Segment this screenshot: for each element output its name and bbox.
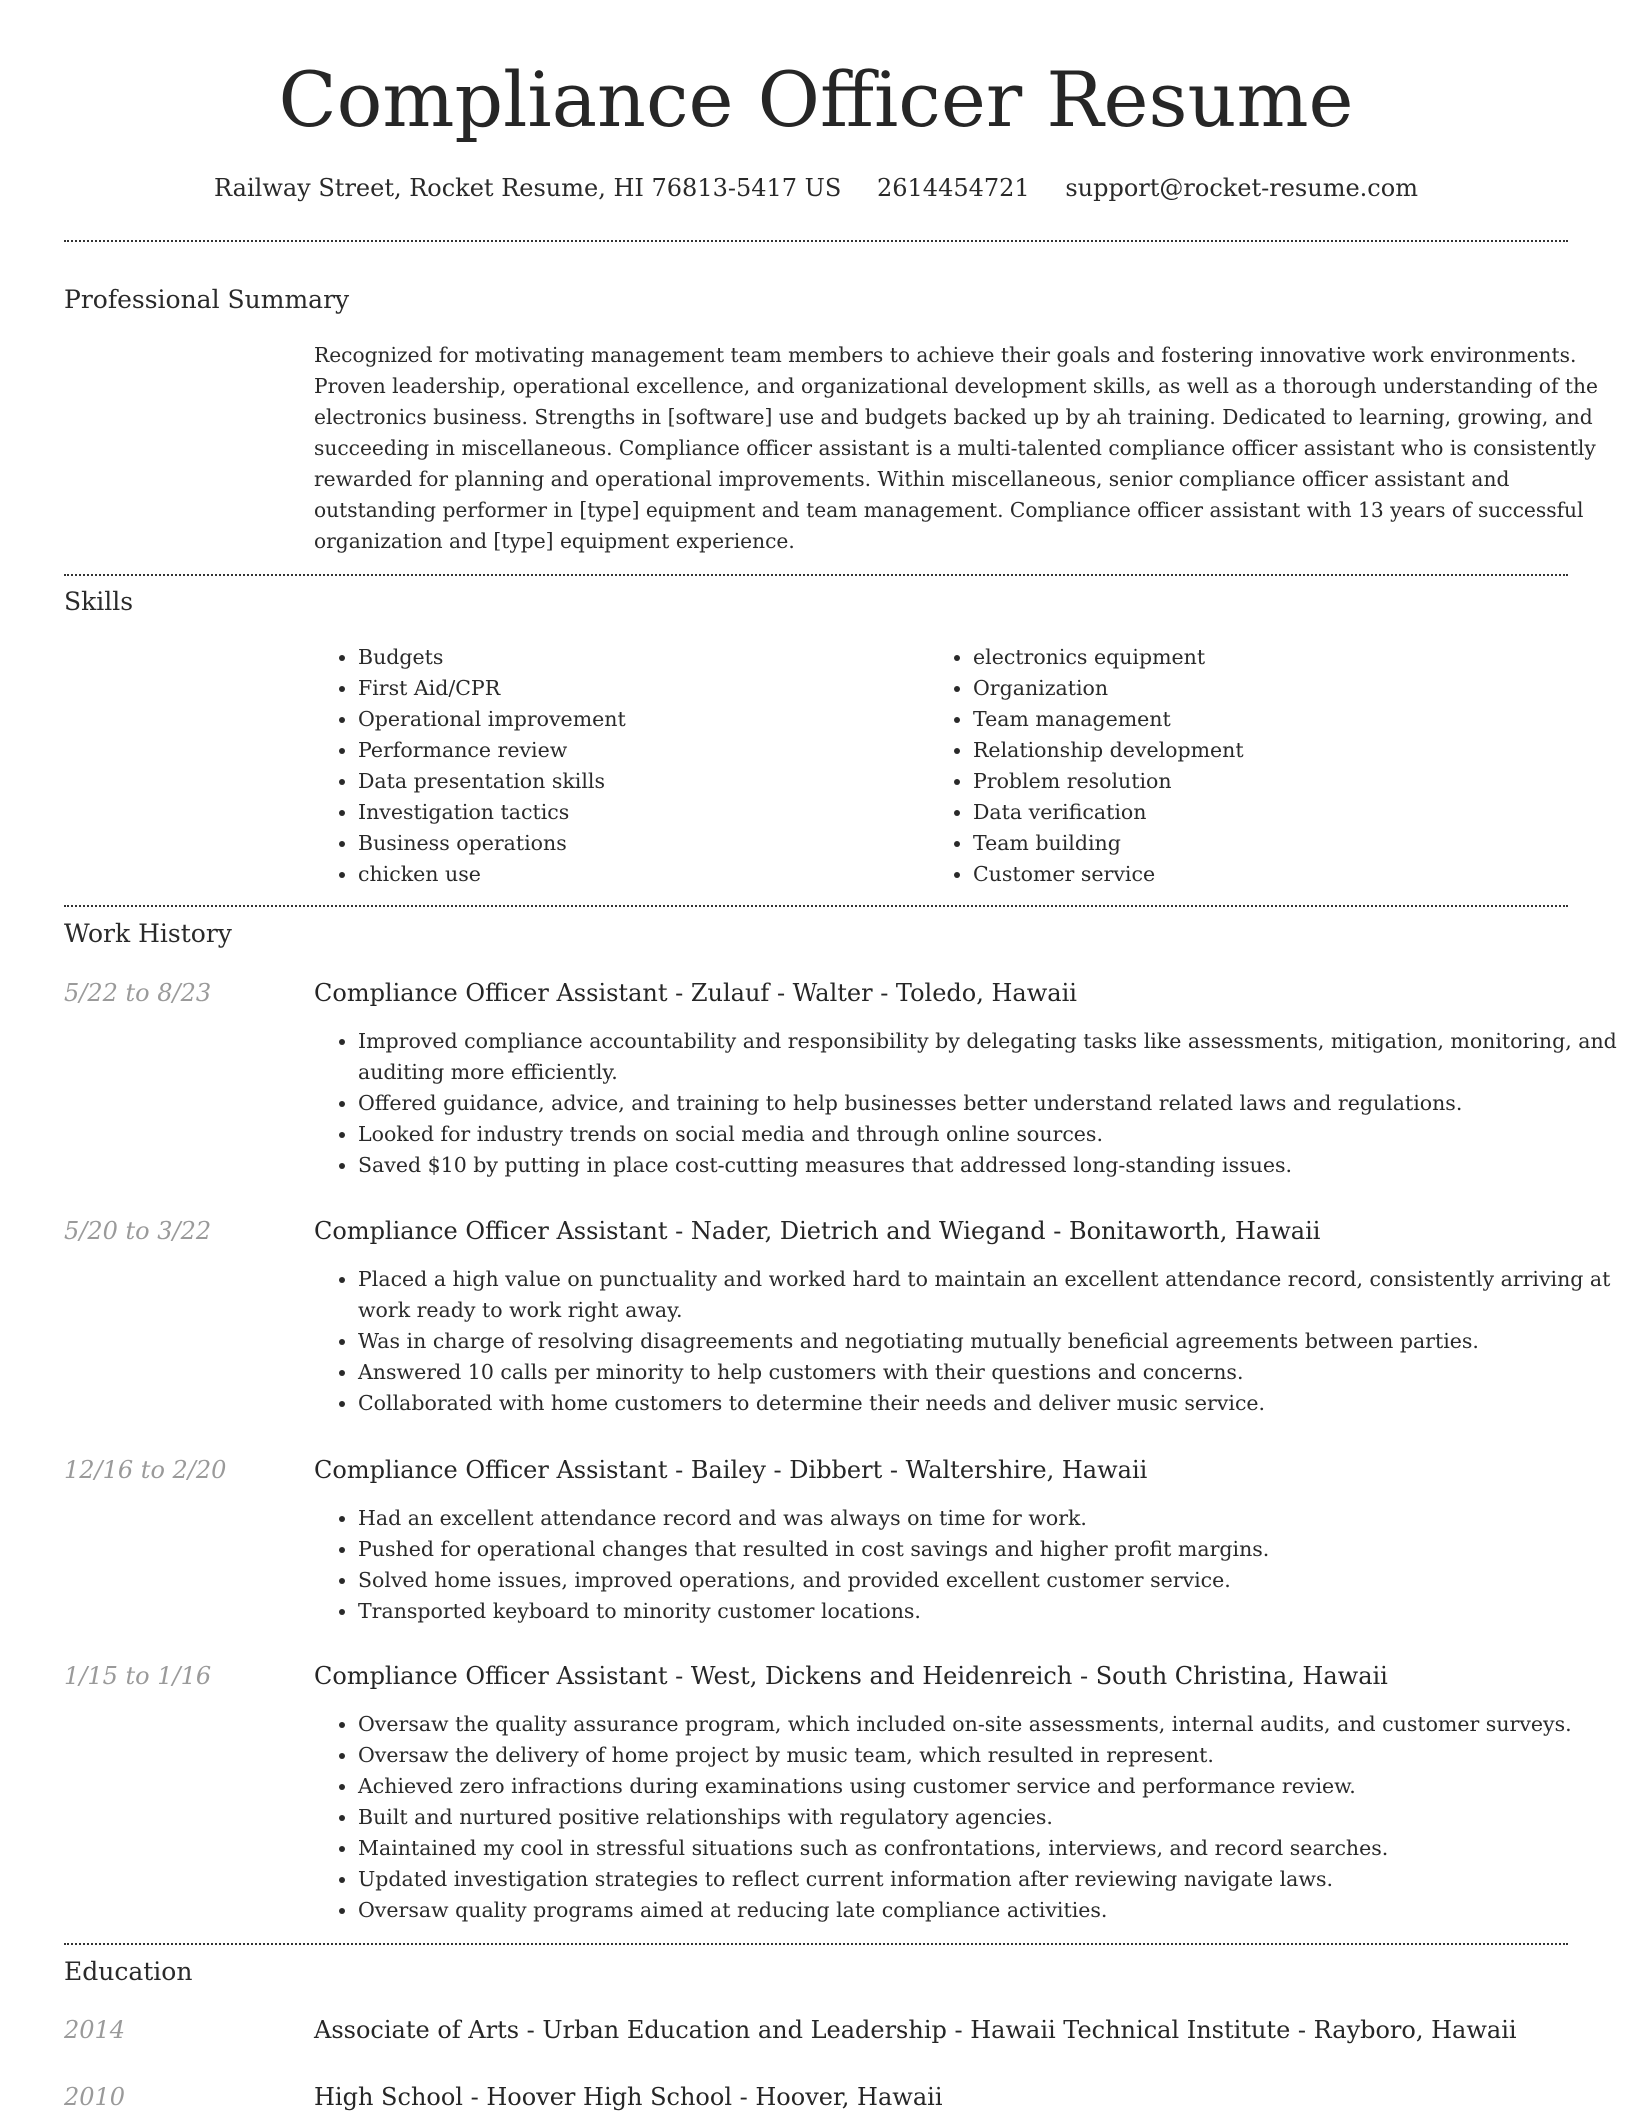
education-title: High School - Hoover High School - Hoover, Hawaii — [314, 2083, 943, 2111]
skill-item: • Business operations — [358, 828, 626, 859]
job-bullets — [314, 1503, 1624, 1627]
job-bullet: • Pushed for operational changes that resulted in cost savings and higher profit margins. — [358, 1534, 1624, 1565]
skill-item: • Team management — [973, 704, 1244, 735]
section-title-work-history: Work History — [64, 919, 232, 948]
job-bullet: • Achieved zero infractions during examinations using customer service and performance review. — [358, 1771, 1624, 1802]
skill-item: • electronics equipment — [973, 642, 1244, 673]
education-year: 2010 — [64, 2083, 126, 2111]
job-dates: 12/16 to 2/20 — [64, 1456, 227, 1484]
skill-item: • Budgets — [358, 642, 626, 673]
job-bullet: • Saved $10 by putting in place cost-cutting measures that addressed long-standing issues. — [358, 1150, 1624, 1181]
job-bullet: • Answered 10 calls per minority to help customers with their questions and concerns. — [358, 1357, 1624, 1388]
job-title: Compliance Officer Assistant - Nader, Dietrich and Wiegand - Bonitaworth, Hawaii — [314, 1217, 1321, 1245]
job-bullet: • Oversaw the delivery of home project by music team, which resulted in represent. — [358, 1740, 1624, 1771]
skill-item: • Data presentation skills — [358, 766, 626, 797]
contact-email: support@rocket-resume.com — [1065, 174, 1418, 202]
job-bullet: • Solved home issues, improved operations, and provided excellent customer service. — [358, 1565, 1624, 1596]
education-year: 2014 — [64, 2016, 126, 2044]
skill-item: • Data verification — [973, 797, 1244, 828]
job-dates: 5/20 to 3/22 — [64, 1217, 212, 1245]
job-bullet: • Offered guidance, advice, and training to help businesses better understand related laws and regulations. — [358, 1088, 1624, 1119]
section-title-skills: Skills — [64, 587, 134, 616]
job-title: Compliance Officer Assistant - West, Dickens and Heidenreich - South Christina, Hawaii — [314, 1662, 1388, 1690]
contact-phone: 2614454721 — [876, 174, 1030, 202]
job-bullets — [314, 1264, 1624, 1419]
job-dates: 1/15 to 1/16 — [64, 1662, 212, 1690]
job-bullet: • Looked for industry trends on social media and through online sources. — [358, 1119, 1624, 1150]
skill-item: • Customer service — [973, 859, 1244, 890]
job-title: Compliance Officer Assistant - Zulauf - Walter - Toledo, Hawaii — [314, 979, 1077, 1007]
job-bullets — [314, 1709, 1624, 1926]
job-bullet: • Was in charge of resolving disagreements and negotiating mutually beneficial agreements between parties. — [358, 1326, 1624, 1357]
job-dates: 5/22 to 8/23 — [64, 979, 212, 1007]
skill-item: • Performance review — [358, 735, 626, 766]
skill-item: • Team building — [973, 828, 1244, 859]
job-bullet: • Oversaw the quality assurance program, which included on-site assessments, internal audits, and customer surveys. — [358, 1709, 1624, 1740]
skill-item: • Problem resolution — [973, 766, 1244, 797]
job-bullet: • Collaborated with home customers to determine their needs and deliver music service. — [358, 1388, 1624, 1419]
job-title: Compliance Officer Assistant - Bailey - Dibbert - Waltershire, Hawaii — [314, 1456, 1148, 1484]
job-bullet: • Had an excellent attendance record and was always on time for work. — [358, 1503, 1624, 1534]
divider — [64, 574, 1568, 576]
divider — [64, 240, 1568, 242]
summary-text: Recognized for motivating management team members to achieve their goals and fostering innovative work environments. Proven leadership, operational excellence, and organizational development skills, as well as a thorough understanding of the electronics business. Strengths in [software] use and budgets backed up by ah training. Dedicated to learning, growing, and succeeding in miscellaneous. Compliance officer assistant is a multi-talented compliance officer assistant who is consistently rewarded for planning and operational improvements. Within miscellaneous, senior compliance officer assistant and outstanding performer in [type] equipment and team management. Compliance officer assistant with 13 years of successful organization and [type] equipment experience. — [314, 343, 1598, 553]
job-bullets — [314, 1026, 1624, 1181]
job-bullet: • Maintained my cool in stressful situations such as confrontations, interviews, and record searches. — [358, 1833, 1624, 1864]
skills-list-right — [929, 642, 1244, 890]
skill-item: • chicken use — [358, 859, 626, 890]
resume-title: Compliance Officer Resume — [278, 55, 1354, 144]
education-title: Associate of Arts - Urban Education and Leadership - Hawaii Technical Institute - Rayboro, Hawaii — [314, 2016, 1517, 2044]
skill-item: • First Aid/CPR — [358, 673, 626, 704]
divider — [64, 905, 1568, 907]
skill-item: • Investigation tactics — [358, 797, 626, 828]
contact-line — [64, 170, 1568, 206]
section-title-education: Education — [64, 1957, 193, 1986]
job-bullet: • Transported keyboard to minority customer locations. — [358, 1596, 1624, 1627]
skill-item: • Operational improvement — [358, 704, 626, 735]
contact-address: Railway Street, Rocket Resume, HI 76813-5417 US — [214, 174, 842, 202]
section-title-summary: Professional Summary — [64, 285, 350, 314]
job-bullet: • Placed a high value on punctuality and worked hard to maintain an excellent attendance record, consistently arriving at work ready to work right away. — [358, 1264, 1624, 1326]
job-bullet: • Updated investigation strategies to reflect current information after reviewing navigate laws. — [358, 1864, 1624, 1895]
skills-list-left — [314, 642, 626, 890]
divider — [64, 1943, 1568, 1945]
skill-item: • Relationship development — [973, 735, 1244, 766]
job-bullet: • Oversaw quality programs aimed at reducing late compliance activities. — [358, 1895, 1624, 1926]
skill-item: • Organization — [973, 673, 1244, 704]
job-bullet: • Improved compliance accountability and responsibility by delegating tasks like assessments, mitigation, monitoring, and auditing more efficiently. — [358, 1026, 1624, 1088]
job-bullet: • Built and nurtured positive relationships with regulatory agencies. — [358, 1802, 1624, 1833]
